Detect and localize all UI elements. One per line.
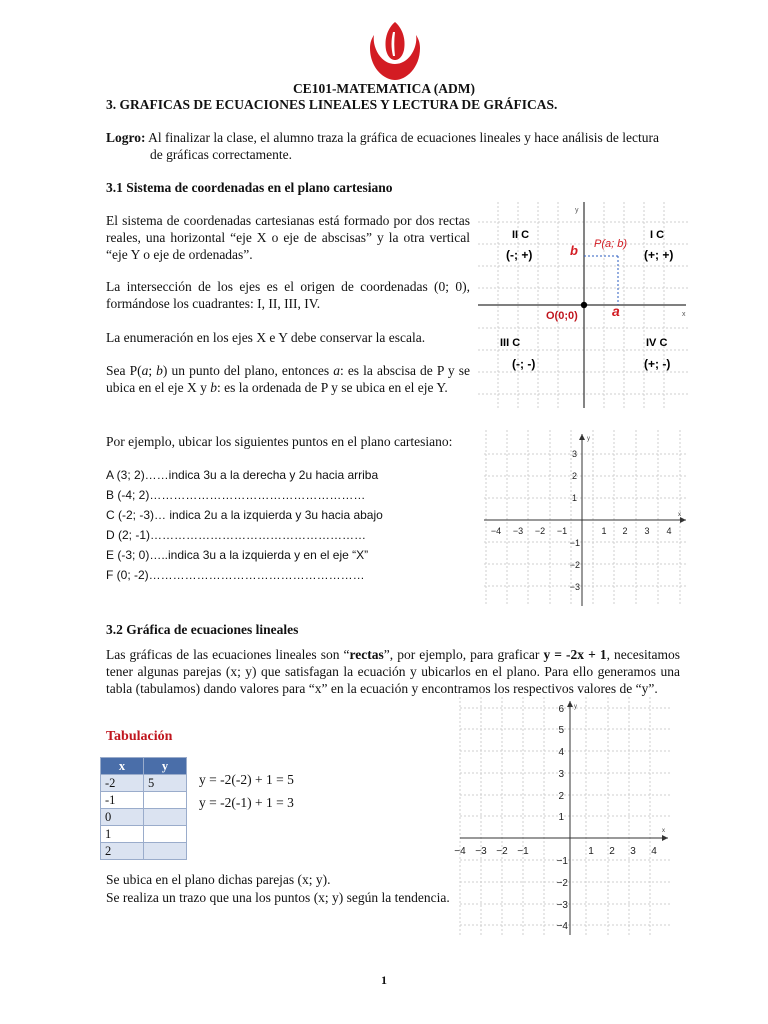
q2-signs: (-; +) (506, 248, 533, 262)
point-d: D (2; -1)……………………………………………… (106, 528, 367, 542)
g1-xtick: −4 (490, 526, 502, 536)
grid1-plane (484, 430, 688, 606)
g1-xtick: −3 (512, 526, 524, 536)
g2-ytick: 5 (558, 725, 564, 736)
points-list (106, 465, 383, 585)
svg-text:y: y (587, 436, 590, 442)
quadrant-diagram (478, 202, 690, 408)
g1-xtick: 1 (601, 526, 607, 536)
svg-text:y: y (574, 704, 577, 710)
table-row: 0 (101, 809, 187, 826)
section1-p2: La intersección de los ejes es el origen de coordenadas (0; 0), formándose los cuadrantes: I, II, III, IV. (106, 279, 470, 311)
point-p-label: P(a; b) (594, 238, 628, 250)
point-a: A (3; 2)……indica 3u a la derecha y 2u hacia arriba (106, 468, 379, 482)
table-header: x (101, 758, 144, 775)
q1-label: I C (650, 229, 665, 241)
g2-xtick: 2 (609, 846, 615, 857)
g2-xtick: −3 (475, 846, 487, 857)
g2-xtick: 3 (630, 846, 636, 857)
upc-logo (366, 18, 424, 82)
point-c: C (-2; -3)… indica 2u a la izquierda y 3u hacia abajo (106, 508, 383, 522)
svg-text:x: x (662, 828, 665, 834)
origin-point (581, 302, 587, 308)
table-row: 1 (101, 826, 187, 843)
g2-ytick: 3 (558, 769, 564, 780)
equation-2: y = -2(-1) + 1 = 3 (199, 795, 294, 810)
grid2-plane (454, 697, 670, 935)
g2-ytick: 2 (558, 791, 564, 802)
g2-ytick: 4 (558, 747, 564, 758)
g1-ytick: −3 (569, 582, 580, 592)
g1-ytick: 1 (571, 493, 577, 503)
logro-block (106, 129, 686, 163)
table-row: -1 (101, 792, 187, 809)
axis-x-label: x (682, 311, 686, 318)
g1-xtick: 3 (644, 526, 650, 536)
q3-signs: (-; -) (512, 357, 536, 371)
section2-intro: Las gráficas de las ecuaciones lineales son “rectas”, por ejemplo, para graficar y = -2x + 1, necesitamos tener algunas parejas (x; y) que satisfagan la ecuación y ubicarlos en el plano. Para ello generamos una tabla (tabulamos) dando valores para “x” en la ecuación y encontramos los respectivos valores de “y”. (106, 647, 680, 696)
g1-ytick: −1 (569, 538, 580, 548)
g2-ytick: −1 (556, 856, 568, 867)
equation-1: y = -2(-2) + 1 = 5 (199, 772, 294, 787)
logro-line1: Al finalizar la clase, el alumno traza la gráfica de ecuaciones lineales y hace análisis de lectura (148, 130, 659, 145)
origin-label: O(0;0) (546, 310, 578, 322)
point-e: E (-3; 0)…..indica 3u a la izquierda y en el eje “X” (106, 548, 369, 562)
g1-ytick: 3 (571, 449, 577, 459)
g2-ytick: −2 (556, 878, 568, 889)
g2-xtick: 1 (588, 846, 594, 857)
g2-ytick: −3 (556, 900, 568, 911)
axis-y-label: y (575, 207, 579, 214)
q2-label: II C (512, 229, 530, 241)
logro-label: Logro: (106, 130, 146, 145)
q4-signs: (+; -) (644, 357, 671, 371)
g1-xtick: 4 (666, 526, 672, 536)
table-header: y (144, 758, 187, 775)
point-f: F (0; -2)……………………………………………… (106, 568, 365, 582)
g2-xtick: −2 (496, 846, 508, 857)
g2-ytick: 1 (558, 812, 564, 823)
q3-label: III C (500, 337, 521, 349)
g1-ytick: −2 (569, 560, 580, 570)
g1-ytick: 2 (571, 471, 577, 481)
tabulation-title: Tabulación (106, 729, 173, 744)
section1-p1: El sistema de coordenadas cartesianas está formado por dos rectas reales, una horizontal “eje X o eje de abscisas” y la otra vertical “eje Y o eje de ordenadas”. (106, 213, 470, 262)
g2-xtick: 4 (651, 846, 657, 857)
b-label: b (570, 243, 578, 258)
table-row: 2 (101, 843, 187, 860)
point-b: B (-4; 2)……………………………………………… (106, 488, 366, 502)
g2-xtick: −4 (454, 846, 466, 857)
g2-xtick: −1 (517, 846, 529, 857)
example-intro: Por ejemplo, ubicar los siguientes puntos en el plano cartesiano: (106, 434, 453, 449)
tabulation-table (100, 757, 187, 860)
table-row: -2 5 (101, 775, 187, 792)
section1-p3: La enumeración en los ejes X e Y debe conservar la escala. (106, 330, 426, 345)
svg-text:x: x (678, 512, 681, 518)
q4-label: IV C (646, 337, 668, 349)
unit-title: 3. GRAFICAS DE ECUACIONES LINEALES Y LECTURA DE GRÁFICAS. (106, 97, 558, 112)
g1-xtick: 2 (622, 526, 628, 536)
g2-ytick: −4 (556, 921, 568, 932)
section2-title: 3.2 Gráfica de ecuaciones lineales (106, 622, 299, 637)
g2-ytick: 6 (558, 704, 564, 715)
section1-p4: Sea P(a; b) un punto del plano, entonces a: es la abscisa de P y se ubica en el eje X y b: es la ordenada de P y se ubica en el eje Y. (106, 363, 470, 395)
logro-line2: de gráficas correctamente. (150, 147, 293, 162)
section1-title: 3.1 Sistema de coordenadas en el plano cartesiano (106, 180, 393, 195)
q1-signs: (+; +) (644, 248, 674, 262)
after-line2: Se realiza un trazo que una los puntos (x; y) según la tendencia. (106, 890, 450, 905)
page-number: 1 (381, 973, 387, 987)
course-title: CE101-MATEMATICA (ADM) (292, 81, 476, 96)
g1-xtick: −2 (534, 526, 546, 536)
g1-xtick: −1 (556, 526, 568, 536)
a-label: a (612, 303, 620, 319)
after-line1: Se ubica en el plano dichas parejas (x; y). (106, 872, 331, 887)
